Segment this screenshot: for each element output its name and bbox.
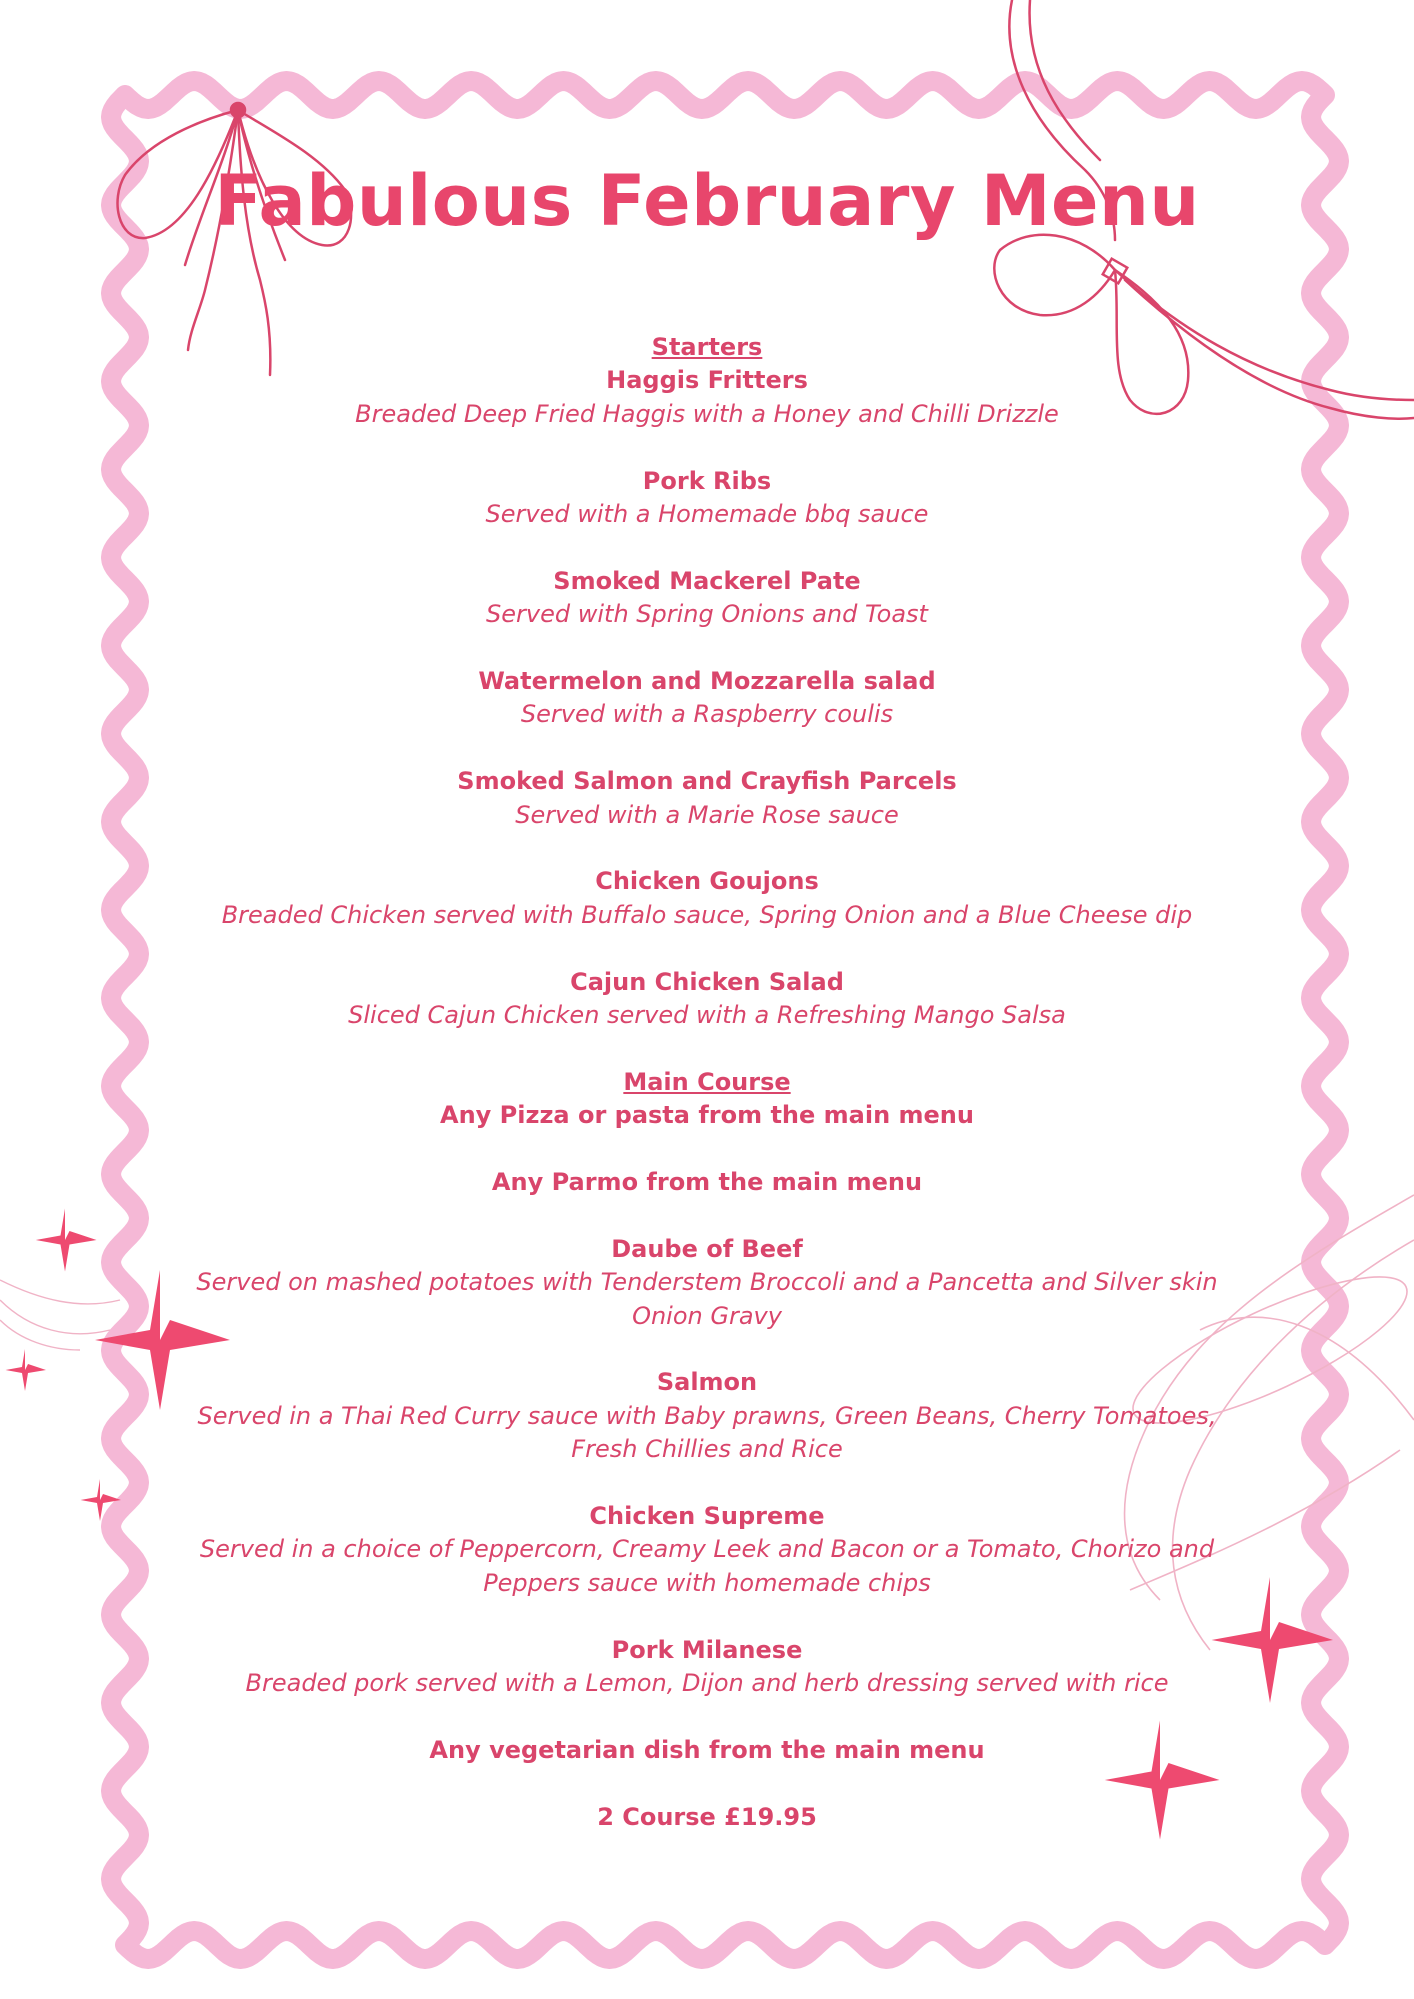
starters-list xyxy=(190,364,1224,1032)
menu-item-name: Smoked Mackerel Pate xyxy=(553,566,861,595)
section-heading-starters: Starters xyxy=(651,333,763,361)
menu-item xyxy=(190,665,1224,732)
main-course-section xyxy=(190,1066,1224,1767)
menu-item-description: Served in a choice of Peppercorn, Creamy Leek and Bacon or a Tomato, Chorizo and Peppers sauce with homemade chips xyxy=(199,1535,1215,1597)
menu-item xyxy=(190,1099,1224,1132)
main-course-list xyxy=(190,1099,1224,1767)
menu-item-name: Haggis Fritters xyxy=(606,366,808,395)
menu-item-name: Any Pizza or pasta from the main menu xyxy=(440,1101,974,1130)
menu-item xyxy=(190,1734,1224,1767)
menu-item xyxy=(190,865,1224,932)
menu-item-name: Pork Milanese xyxy=(611,1635,803,1664)
menu-item xyxy=(190,1500,1224,1600)
menu-item-name: Chicken Goujons xyxy=(595,867,819,896)
menu-content xyxy=(190,331,1224,1834)
menu-item-name: Smoked Salmon and Crayfish Parcels xyxy=(457,767,957,796)
menu-item xyxy=(190,1166,1224,1199)
menu-item-description: Served on mashed potatoes with Tenderstem Broccoli and a Pancetta and Silver skin Onion Gravy xyxy=(196,1268,1218,1330)
menu-item xyxy=(190,1634,1224,1701)
menu-item-description: Sliced Cajun Chicken served with a Refreshing Mango Salsa xyxy=(348,1001,1066,1030)
menu-item-description: Served with Spring Onions and Toast xyxy=(486,600,928,629)
menu-item xyxy=(190,1233,1224,1333)
menu-item xyxy=(190,465,1224,532)
sparkle-icon xyxy=(6,1349,47,1391)
menu-item-name: Pork Ribs xyxy=(642,466,772,495)
menu-item-description: Breaded Chicken served with Buffalo sauce, Spring Onion and a Blue Cheese dip xyxy=(221,900,1193,929)
menu-item-name: Watermelon and Mozzarella salad xyxy=(478,667,936,696)
sparkle-icon xyxy=(36,1209,97,1272)
menu-item xyxy=(190,1366,1224,1466)
menu-item-description: Served with a Marie Rose sauce xyxy=(515,800,899,829)
menu-item-name: Chicken Supreme xyxy=(589,1502,825,1531)
menu-item-name: Salmon xyxy=(656,1368,758,1397)
menu-item-name: Daube of Beef xyxy=(611,1234,803,1263)
menu-item-description: Served with a Raspberry coulis xyxy=(520,700,894,729)
menu-item-name: Any Parmo from the main menu xyxy=(491,1168,923,1197)
menu-item xyxy=(190,364,1224,431)
menu-item-name: Cajun Chicken Salad xyxy=(570,967,844,996)
menu-item-description: Breaded Deep Fried Haggis with a Honey and Chilli Drizzle xyxy=(355,399,1059,428)
menu-item xyxy=(190,565,1224,632)
menu-item-description: Served in a Thai Red Curry sauce with Baby prawns, Green Beans, Cherry Tomatoes, Fresh Chillies and Rice xyxy=(197,1401,1217,1464)
menu-item-name: Any vegetarian dish from the main menu xyxy=(429,1735,985,1764)
menu-item-description: Served with a Homemade bbq sauce xyxy=(485,500,929,529)
section-heading-main-course: Main Course xyxy=(623,1067,791,1096)
price-label: 2 Course £19.95 xyxy=(597,1802,817,1831)
menu-item-description: Breaded pork served with a Lemon, Dijon and herb dressing served with rice xyxy=(245,1669,1169,1698)
page-title: Fabulous February Menu xyxy=(214,160,1200,242)
starters-section xyxy=(190,331,1224,1032)
menu-item xyxy=(190,765,1224,832)
menu-item xyxy=(190,966,1224,1033)
